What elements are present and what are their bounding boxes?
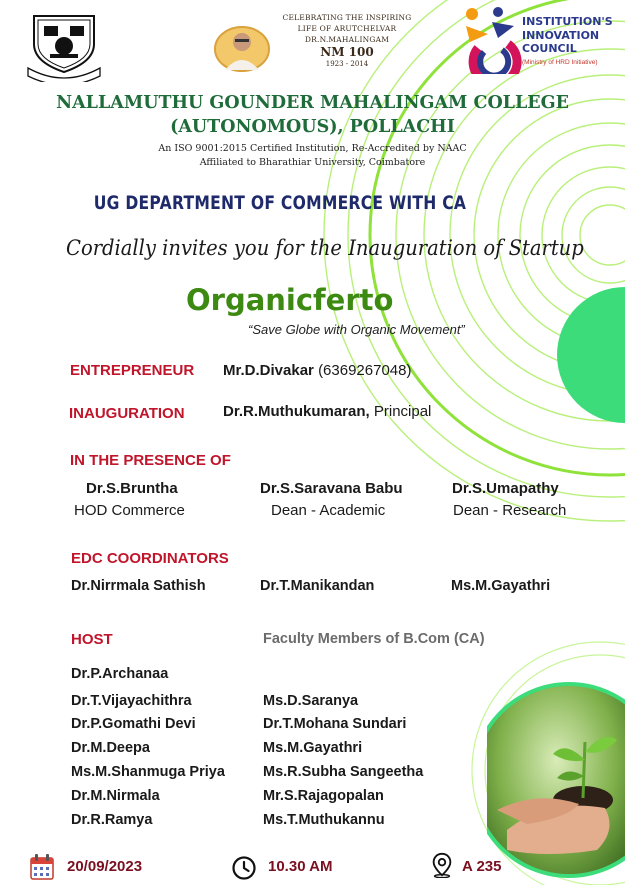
iic-logo [462, 4, 622, 74]
nm100-banner [205, 8, 415, 74]
iic-mark-icon [462, 4, 522, 74]
host-col2-item: Dr.T.Mohana Sundari [263, 716, 407, 732]
presence-name-2: Dr.S.Saravana Babu [260, 480, 403, 497]
iic-line2: INNOVATION [522, 28, 600, 42]
host-col2-item: Ms.R.Subha Sangeetha [263, 764, 424, 780]
affiliation-line: Affiliated to Bharathiar University, Coimbatore [199, 157, 426, 168]
iic-line3: COUNCIL [522, 42, 577, 55]
iic-line1: INSTITUTION'S [522, 15, 613, 28]
host-label: HOST [71, 631, 113, 648]
hands-plant-photo [487, 680, 625, 880]
host-col2-item: Ms.D.Saranya [263, 693, 359, 709]
host-col1-item: Dr.M.Deepa [71, 740, 150, 756]
college-name-line2: (AUTONOMOUS), POLLACHI [170, 117, 455, 137]
host-col1-item: Dr.P.Archanaa [71, 666, 169, 682]
event-date: 20/09/2023 [67, 858, 143, 875]
host-col2-item: Ms.M.Gayathri [263, 740, 363, 756]
calendar-icon [30, 854, 54, 880]
department-title: UG DEPARTMENT OF COMMERCE WITH CA [93, 192, 467, 214]
founder-portrait [213, 22, 271, 72]
entrepreneur-name: Mr.D.Divakar [223, 362, 314, 379]
host-col2-item: Mr.S.Rajagopalan [263, 788, 384, 804]
event-venue: A 235 [462, 858, 502, 875]
location-pin-icon [430, 852, 454, 878]
inauguration-label: INAUGURATION [69, 405, 185, 422]
host-col1-item: Dr.R.Ramya [71, 812, 153, 828]
entrepreneur-phone: (6369267048) [318, 362, 412, 379]
entrepreneur-value [223, 362, 411, 379]
clock-icon [232, 855, 256, 881]
presence-label: IN THE PRESENCE OF [70, 452, 231, 469]
college-name-line1: NALLAMUTHU GOUNDER MAHALINGAM COLLEGE [56, 93, 569, 113]
inauguration-value [223, 403, 431, 420]
edc-label: EDC COORDINATORS [71, 550, 229, 567]
presence-role-3: Dean - Research [453, 502, 567, 519]
host-col1-item: Ms.M.Shanmuga Priya [71, 764, 225, 780]
college-seal-logo [24, 10, 104, 82]
presence-role-2: Dean - Academic [271, 502, 386, 519]
host-col1-item: Dr.T.Vijayachithra [71, 693, 192, 709]
iic-sub: (Ministry of HRD Initiative) [522, 59, 598, 66]
event-time: 10.30 AM [268, 858, 333, 875]
host-col1-item: Dr.M.Nirmala [71, 788, 160, 804]
edc-person-3: Ms.M.Gayathri [451, 578, 551, 594]
presence-name-3: Dr.S.Umapathy [452, 480, 559, 497]
edc-person-2: Dr.T.Manikandan [260, 578, 375, 594]
startup-tagline: “Save Globe with Organic Movement” [248, 322, 465, 337]
iso-line: An ISO 9001:2015 Certified Institution, Re-Accredited by NAAC [158, 143, 467, 154]
nm100-line3: DR.N.MAHALINGAM [304, 35, 390, 44]
inauguration-role: Principal [373, 403, 432, 420]
host-col2-item: Ms.T.Muthukannu [263, 812, 385, 828]
nm100-title: NM 100 [320, 45, 374, 59]
host-col1-item: Dr.P.Gomathi Devi [71, 716, 196, 732]
startup-name: Organicferto [186, 283, 394, 317]
presence-name-1: Dr.S.Bruntha [86, 480, 178, 497]
presence-role-1: HOD Commerce [74, 502, 185, 519]
inauguration-name: Dr.R.Muthukumaran, [223, 403, 370, 420]
host-faculty-title: Faculty Members of B.Com (CA) [263, 631, 485, 647]
nm100-years: 1923 - 2014 [325, 60, 369, 68]
invite-text: Cordially invites you for the Inauguration of Startup [66, 236, 584, 260]
entrepreneur-label: ENTREPRENEUR [70, 362, 195, 379]
nm100-line1: CELEBRATING THE INSPIRING [282, 13, 412, 22]
nm100-line2: LIFE OF ARUTCHELVAR [297, 24, 397, 33]
edc-person-1: Dr.Nirrmala Sathish [71, 578, 206, 594]
